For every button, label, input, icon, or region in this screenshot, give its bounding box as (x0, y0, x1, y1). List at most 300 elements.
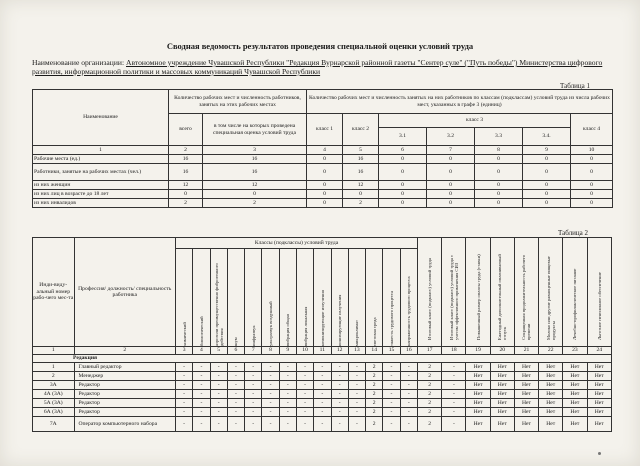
table-cell: Нет (539, 408, 563, 417)
table-cell: - (245, 390, 262, 399)
factor-header-label: аэрозоли преимущественно фиброгенного действия (213, 262, 224, 346)
table-cell: - (193, 381, 210, 390)
column-numbers-row (33, 347, 612, 355)
factor-header-label: Итоговый класс (подкласс) условий труда с учетом эффективного применения СИЗ (448, 254, 459, 340)
col-total-header: всего (169, 114, 203, 146)
table-cell: - (348, 408, 365, 417)
factor-header-label: инфразвук (250, 324, 256, 346)
table-cell: - (227, 417, 244, 432)
summary-table (32, 89, 613, 208)
factor-header (442, 238, 466, 347)
table-cell: Нет (514, 372, 538, 381)
table-cell: - (245, 372, 262, 381)
factor-header-label: напряженность трудового процесса (406, 275, 412, 346)
table-cell: - (383, 381, 400, 390)
table-cell: - (279, 390, 296, 399)
factor-header (466, 238, 490, 347)
workplace-number: 1 (33, 363, 75, 372)
table-cell: - (296, 363, 313, 372)
factor-header-label: ионизирующие излучения (337, 294, 343, 346)
table-cell: Нет (514, 381, 538, 390)
factor-header (314, 249, 331, 347)
factor-header (383, 249, 400, 347)
factor-header-label: шум (233, 336, 239, 346)
factor-header (348, 249, 365, 347)
table-row (33, 199, 613, 208)
col-34-header: 3.4. (523, 128, 571, 146)
table-cell: 0 (379, 199, 427, 208)
profession-name: Менеджер (74, 372, 175, 381)
table-row (33, 417, 612, 432)
row-label: из них лиц в возрасте до 18 лет (33, 190, 169, 199)
column-number: 8 (475, 146, 523, 155)
document-title: Сводная ведомость результатов проведения специальной оценки условий труда (166, 41, 474, 51)
col-32-header: 3.2 (427, 128, 475, 146)
table-cell: 2 (418, 372, 442, 381)
column-number: 7 (427, 146, 475, 155)
table-cell: Нет (490, 363, 514, 372)
column-number: 1 (33, 347, 75, 355)
column-number: 5 (210, 347, 227, 355)
workplace-number: 6А (3А) (33, 408, 75, 417)
factor-header-label: Повышенный размер оплаты труда (ставки) (475, 254, 481, 340)
table-cell: Нет (466, 417, 490, 432)
col-incl-header: в том числе на которых проведена специальная оценка условий труда (203, 114, 307, 146)
table-cell: - (245, 363, 262, 372)
table-cell: 0 (571, 190, 613, 199)
table-cell: - (227, 390, 244, 399)
column-number: 5 (343, 146, 379, 155)
table-cell: - (400, 381, 417, 390)
factor-header (245, 249, 262, 347)
table-cell: - (175, 408, 192, 417)
table-cell: - (331, 417, 348, 432)
factor-header (296, 249, 313, 347)
table-cell: Нет (514, 363, 538, 372)
factor-header-label: химический (181, 321, 187, 346)
factor-header-label: микроклимат (354, 319, 360, 346)
table-cell: - (348, 381, 365, 390)
table-cell: 2 (366, 381, 383, 390)
table-cell: 0 (475, 155, 523, 164)
table-cell: - (442, 372, 466, 381)
table-row (33, 363, 612, 372)
column-number: 9 (523, 146, 571, 155)
table-cell: 2 (418, 399, 442, 408)
column-number: 4 (193, 347, 210, 355)
table-cell: - (245, 417, 262, 432)
table-cell: 0 (427, 155, 475, 164)
table-cell: Нет (563, 399, 587, 408)
organization-name: Автономное учреждение Чувашской Республики "Редакция Вурнарской районной газеты "Сентер суле" ("Путь победы") Министерства цифрового развития, информационной политики и массовых коммуникаций Чувашской Республики (32, 58, 603, 76)
table-cell: 0 (571, 155, 613, 164)
table-cell: - (210, 372, 227, 381)
table-cell: Нет (490, 390, 514, 399)
table-cell: 0 (427, 199, 475, 208)
table-cell: Нет (563, 390, 587, 399)
section-row (33, 355, 612, 363)
row-label: из них женщин (33, 181, 169, 190)
table-cell: 0 (379, 164, 427, 181)
table-cell: 12 (169, 181, 203, 190)
table-cell: - (262, 363, 279, 372)
scan-speck (598, 452, 601, 455)
factor-header-label: биологический (198, 315, 204, 346)
table-cell: 0 (475, 164, 523, 181)
table-cell: - (193, 408, 210, 417)
table-cell: - (442, 363, 466, 372)
table-cell: - (383, 372, 400, 381)
factor-header-label: Итоговый класс (подкласс) условий труда (427, 258, 433, 340)
table-cell: - (296, 372, 313, 381)
organization-label: Наименование организации: (32, 58, 125, 67)
table-cell: 0 (571, 199, 613, 208)
table-cell: Нет (563, 417, 587, 432)
column-number: 14 (366, 347, 383, 355)
table-cell: 0 (343, 190, 379, 199)
table-cell: Нет (466, 408, 490, 417)
factor-header-label: световая среда (371, 316, 377, 346)
factor-header-label: тяжесть трудового процесса (388, 290, 394, 346)
table-cell: - (175, 417, 192, 432)
table-cell: - (210, 363, 227, 372)
factor-header-label: Лечебно-профилактическое питание (572, 268, 578, 340)
table-cell: 0 (307, 190, 343, 199)
table-cell: 2 (343, 199, 379, 208)
column-number: 15 (383, 347, 400, 355)
factor-header-label: Ежегодный дополнительный оплачиваемый отпуск (497, 254, 508, 340)
row-label: Рабочие места (ед.) (33, 155, 169, 164)
column-number: 22 (539, 347, 563, 355)
column-number: 10 (296, 347, 313, 355)
column-number: 20 (490, 347, 514, 355)
table-cell: - (175, 399, 192, 408)
factor-header (262, 249, 279, 347)
table-cell: - (314, 399, 331, 408)
table-cell: - (400, 363, 417, 372)
table-cell: 16 (169, 164, 203, 181)
table-cell: - (262, 417, 279, 432)
profession-name: Оператор компьютерного набора (74, 417, 175, 432)
table-cell: - (331, 372, 348, 381)
table-cell: - (442, 408, 466, 417)
table-cell: Нет (587, 408, 612, 417)
col-33-header: 3.3 (475, 128, 523, 146)
table-cell: - (227, 381, 244, 390)
table-cell: 2 (366, 390, 383, 399)
table-cell: 2 (203, 199, 307, 208)
table-cell: 0 (427, 190, 475, 199)
factor-header (418, 238, 442, 347)
table-cell: - (210, 417, 227, 432)
table-cell: Нет (466, 390, 490, 399)
table-cell: - (348, 390, 365, 399)
table-cell: - (314, 390, 331, 399)
col-classes-header: Классы (подклассы) условий труда (175, 238, 417, 249)
table-cell: - (348, 417, 365, 432)
column-number: 10 (571, 146, 613, 155)
table-cell: Нет (490, 372, 514, 381)
workplace-number: 4А (3А) (33, 390, 75, 399)
column-number: 3 (175, 347, 192, 355)
table-cell: 2 (418, 408, 442, 417)
workplace-number: 3А (33, 381, 75, 390)
table-cell: 2 (418, 417, 442, 432)
table-cell: 0 (475, 199, 523, 208)
table-cell: - (331, 390, 348, 399)
table-cell: 2 (418, 390, 442, 399)
table-cell: Нет (490, 417, 514, 432)
table-cell: - (383, 363, 400, 372)
table-cell: 2 (418, 381, 442, 390)
table-cell: 0 (523, 190, 571, 199)
column-number: 9 (279, 347, 296, 355)
column-number: 2 (74, 347, 175, 355)
table-cell: - (348, 363, 365, 372)
table-cell: 0 (523, 199, 571, 208)
table-cell: - (245, 408, 262, 417)
table-cell: - (314, 417, 331, 432)
factor-header-label: Льготное пенсионное обеспечение (596, 272, 602, 340)
table-cell: - (314, 372, 331, 381)
table-cell: Нет (514, 417, 538, 432)
table-cell: 0 (475, 181, 523, 190)
col-classes-header: Количество рабочих мест и численность занятых на них работников по классам (подклассам) условий труда из числа рабочих мест, указанных в графе 3 (единиц) (307, 90, 613, 114)
organization-line (32, 58, 622, 76)
table-cell: 16 (203, 164, 307, 181)
table-cell: - (193, 363, 210, 372)
table-cell: - (383, 417, 400, 432)
table-cell: - (279, 417, 296, 432)
table-cell: 0 (523, 155, 571, 164)
workplace-number: 7А (33, 417, 75, 432)
table-cell: 0 (307, 181, 343, 190)
column-number: 16 (400, 347, 417, 355)
factor-header (400, 249, 417, 347)
table-cell: 0 (427, 181, 475, 190)
table-cell: - (227, 372, 244, 381)
table-cell: - (296, 390, 313, 399)
table-cell: - (279, 408, 296, 417)
table-cell: - (400, 408, 417, 417)
column-numbers-row (33, 146, 613, 155)
table-cell: 2 (366, 417, 383, 432)
column-number: 23 (563, 347, 587, 355)
table-cell: Нет (587, 390, 612, 399)
factor-header (366, 249, 383, 347)
table-cell: - (175, 363, 192, 372)
table-cell: - (296, 399, 313, 408)
table-cell: 0 (203, 190, 307, 199)
row-label: из них инвалидов (33, 199, 169, 208)
profession-name: Редактор (74, 390, 175, 399)
factor-header-label: ультразвук воздушный (268, 300, 274, 346)
table-cell: - (400, 390, 417, 399)
column-number: 11 (314, 347, 331, 355)
table-cell: Нет (514, 408, 538, 417)
table-cell: - (442, 381, 466, 390)
table-cell: 0 (571, 181, 613, 190)
table-cell: 16 (343, 164, 379, 181)
table-cell: - (314, 408, 331, 417)
table-cell: - (331, 381, 348, 390)
col-class4-header: класс 4 (571, 114, 613, 146)
column-number: 3 (203, 146, 307, 155)
table-cell: - (262, 381, 279, 390)
table-cell: Нет (587, 399, 612, 408)
table-cell: Нет (490, 381, 514, 390)
col-name-header: Наименование (33, 90, 169, 146)
table-cell: - (262, 408, 279, 417)
table-cell: - (400, 417, 417, 432)
factor-header (210, 249, 227, 347)
table-cell: Нет (539, 417, 563, 432)
table-cell: 0 (379, 190, 427, 199)
column-number: 24 (587, 347, 612, 355)
table-cell: - (279, 381, 296, 390)
table2-label: Таблица 2 (558, 229, 588, 237)
table-cell: 12 (203, 181, 307, 190)
col-profession-header: Профессия/ должность/ специальность работника (74, 238, 175, 347)
table-cell: Нет (563, 372, 587, 381)
table-cell: - (227, 408, 244, 417)
factor-header-label: Сокращенная продолжительность рабочего времени (521, 255, 532, 340)
table-cell: Нет (514, 390, 538, 399)
table-cell: - (193, 417, 210, 432)
factor-header (227, 249, 244, 347)
table-cell: - (331, 363, 348, 372)
workplace-number: 5А (3А) (33, 399, 75, 408)
table-cell: - (262, 399, 279, 408)
table-cell: 0 (307, 155, 343, 164)
table-cell: - (348, 372, 365, 381)
table-cell: Нет (563, 408, 587, 417)
table-cell: - (193, 390, 210, 399)
profession-name: Редактор (74, 399, 175, 408)
table-cell: - (193, 372, 210, 381)
table-cell: - (279, 372, 296, 381)
table-cell: - (245, 381, 262, 390)
table-cell: 0 (169, 190, 203, 199)
table-cell: 2 (418, 363, 442, 372)
table-cell: 0 (475, 190, 523, 199)
factor-header (587, 238, 612, 347)
table-cell: 0 (523, 181, 571, 190)
table-cell: - (400, 399, 417, 408)
factor-header-label: неионизирующие излучения (319, 289, 325, 346)
table-cell: 2 (366, 372, 383, 381)
col-31-header: 3.1 (379, 128, 427, 146)
table-cell: Нет (490, 408, 514, 417)
table-cell: - (210, 390, 227, 399)
column-number: 17 (418, 347, 442, 355)
table-cell: - (262, 390, 279, 399)
factor-header-label: вибрация локальная (302, 306, 308, 346)
table-cell: - (279, 399, 296, 408)
table-cell: - (442, 417, 466, 432)
table-cell: - (314, 363, 331, 372)
table-cell: Нет (587, 417, 612, 432)
table-cell: Нет (514, 399, 538, 408)
col-workplace-number-header: Инди-виду-альный номер рабо-чего мес-та (33, 238, 75, 347)
table-cell: Нет (466, 381, 490, 390)
table-cell: 2 (366, 363, 383, 372)
table-cell: - (193, 399, 210, 408)
table-cell: Нет (539, 399, 563, 408)
table-cell: - (210, 399, 227, 408)
table-cell: 2 (366, 408, 383, 417)
table-cell: - (331, 399, 348, 408)
col-class3-header: класс 3 (379, 114, 571, 128)
table-cell: - (210, 408, 227, 417)
table-cell: 2 (169, 199, 203, 208)
section-label: Редакция (33, 355, 612, 363)
table-cell: - (383, 408, 400, 417)
table-cell: - (296, 381, 313, 390)
table-cell: - (296, 417, 313, 432)
factor-header (490, 238, 514, 347)
factor-header (193, 249, 210, 347)
table-cell: - (314, 381, 331, 390)
factor-header (279, 249, 296, 347)
workplace-number: 2 (33, 372, 75, 381)
factor-header (539, 238, 563, 347)
table-cell: - (227, 399, 244, 408)
table-cell: - (227, 363, 244, 372)
factor-header (563, 238, 587, 347)
factor-header-label: Молоко или другие равноценные пищевые продукты (545, 256, 556, 340)
table-row (33, 155, 613, 164)
table-cell: Нет (466, 363, 490, 372)
table-cell: Нет (466, 399, 490, 408)
column-number: 2 (169, 146, 203, 155)
column-number: 12 (331, 347, 348, 355)
factor-header (175, 249, 192, 347)
table-row (33, 372, 612, 381)
factor-header (514, 238, 538, 347)
table-row (33, 190, 613, 199)
table-cell: 16 (169, 155, 203, 164)
table-row (33, 181, 613, 190)
table-cell: - (383, 390, 400, 399)
table-cell: 0 (379, 181, 427, 190)
table-cell: Нет (466, 372, 490, 381)
table-cell: Нет (563, 363, 587, 372)
table-cell: 0 (379, 155, 427, 164)
column-number: 6 (227, 347, 244, 355)
col-class1-header: класс 1 (307, 114, 343, 146)
column-number: 13 (348, 347, 365, 355)
table-cell: 12 (343, 181, 379, 190)
table-cell: - (442, 399, 466, 408)
table-cell: - (383, 399, 400, 408)
column-number: 7 (245, 347, 262, 355)
table-cell: - (279, 363, 296, 372)
table-cell: Нет (539, 390, 563, 399)
col-class2-header: класс 2 (343, 114, 379, 146)
table-cell: - (442, 390, 466, 399)
factor-header (331, 249, 348, 347)
table-cell: Нет (587, 381, 612, 390)
column-number: 18 (442, 347, 466, 355)
column-number: 6 (379, 146, 427, 155)
column-number: 19 (466, 347, 490, 355)
column-number: 21 (514, 347, 538, 355)
row-label: Работники, занятые на рабочих местах (чел.) (33, 164, 169, 181)
table-cell: 16 (343, 155, 379, 164)
factor-header-label: вибрация общая (285, 313, 291, 346)
profession-name: Редактор (74, 408, 175, 417)
